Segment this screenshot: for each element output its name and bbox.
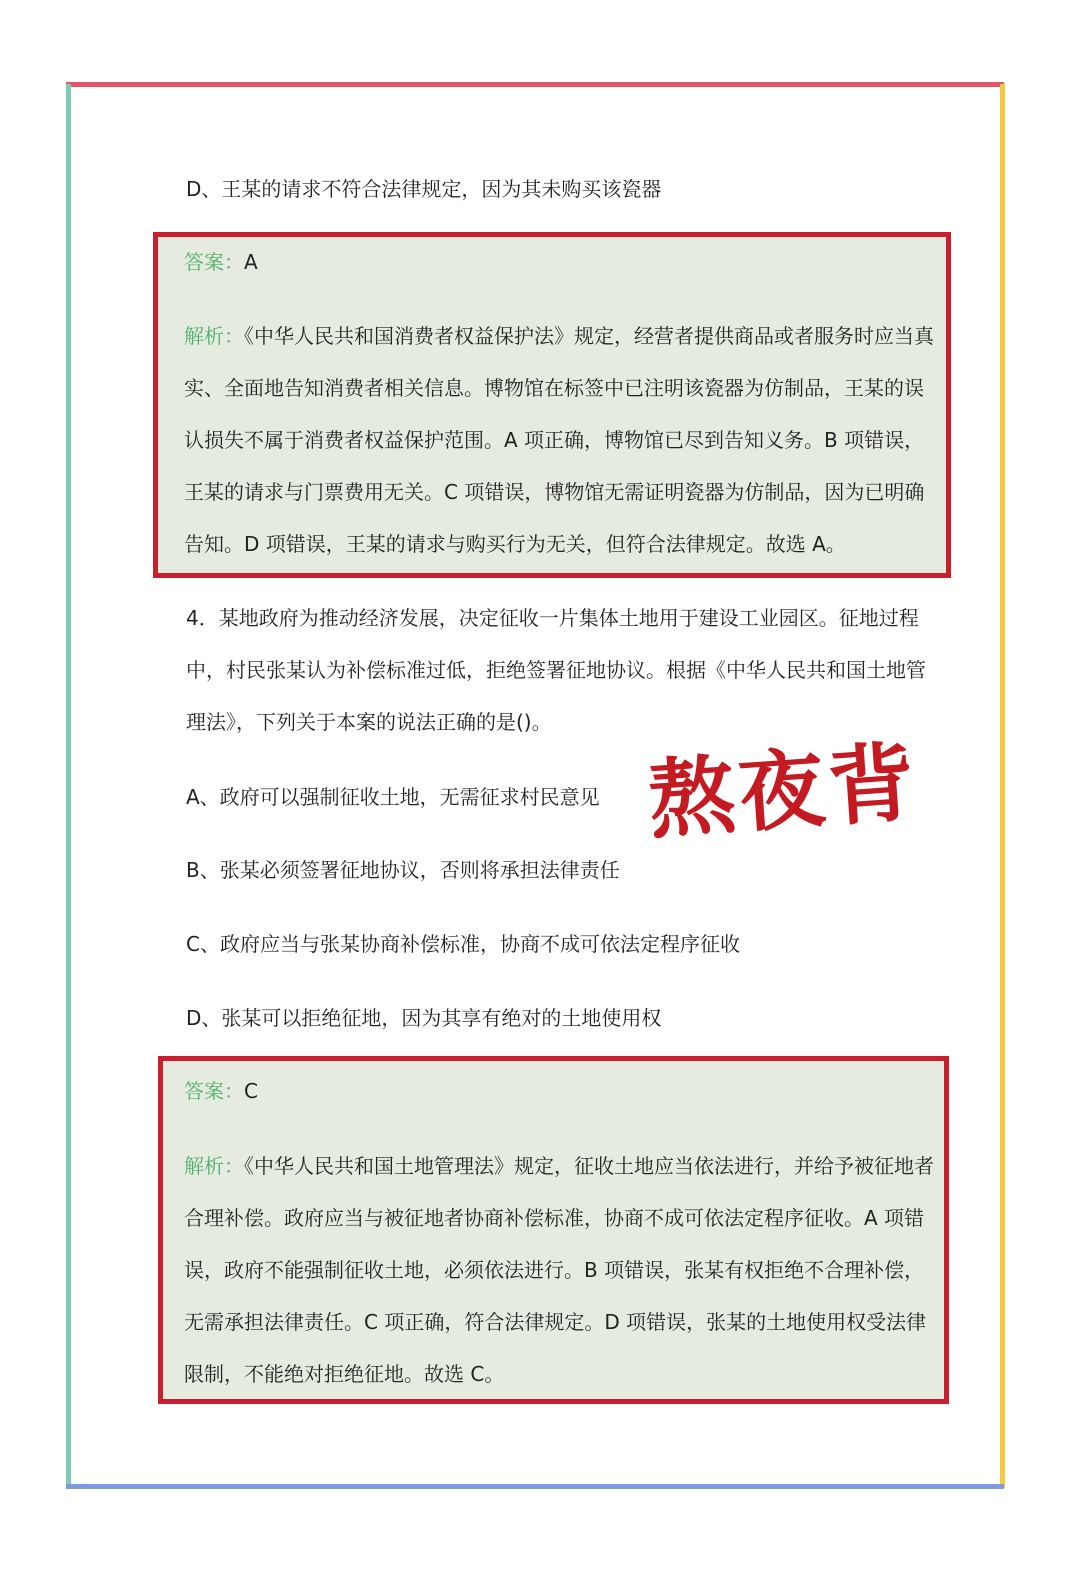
q3-answer-label: 答案： (184, 250, 244, 274)
q4-option-c: C、政府应当与张某协商补偿标准，协商不成可依法定程序征收 (186, 932, 740, 956)
q3-analysis-label: 解析： (184, 324, 244, 348)
q4-analysis-text: 《中华人民共和国土地管理法》规定，征收土地应当依法进行，并给予被征地者合理补偿。政府应当与被征地者协商补偿标准，协商不成可依法定程序征收。A 项错误，政府不能强制征收土地，必须依法进行。B 项错误，张某有权拒绝不合理补偿，无需承担法律责任。C 项正确，符合法律规定。D 项错误，张某的土地使用权受法律限制，不能绝对拒绝征地。故选 C。 (184, 1154, 934, 1386)
frame-left-bar (66, 84, 71, 1488)
q4-option-a: A、政府可以强制征收土地，无需征求村民意见 (186, 785, 600, 809)
q4-answer (184, 1079, 258, 1103)
q3-option-d: D、王某的请求不符合法律规定，因为其未购买该瓷器 (186, 177, 662, 201)
q3-analysis-text: 《中华人民共和国消费者权益保护法》规定，经营者提供商品或者服务时应当真实、全面地告知消费者相关信息。博物馆在标签中已注明该瓷器为仿制品，王某的误认损失不属于消费者权益保护范围。A 项正确，博物馆已尽到告知义务。B 项错误，王某的请求与门票费用无关。C 项错误，博物馆无需证明瓷器为仿制品，因为已明确告知。D 项错误，王某的请求与购买行为无关，但符合法律规定。故选 A。 (184, 324, 934, 556)
q4-answer-value: C (244, 1079, 258, 1103)
q4-option-b: B、张某必须签署征地协议，否则将承担法律责任 (186, 858, 620, 882)
frame-top-bar (66, 82, 1004, 87)
q4-option-d: D、张某可以拒绝征地，因为其享有绝对的土地使用权 (186, 1006, 662, 1030)
q4-analysis (184, 1140, 936, 1400)
q3-answer-value: A (244, 250, 258, 274)
q4-analysis-label: 解析： (184, 1154, 244, 1178)
q3-analysis (184, 310, 936, 570)
stamp-text: 熬夜背 (645, 731, 922, 852)
q4-stem: 4．某地政府为推动经济发展，决定征收一片集体土地用于建设工业园区。征地过程中，村民张某认为补偿标准过低，拒绝签署征地协议。根据《中华人民共和国土地管理法》，下列关于本案的说法正确的是()。 (186, 606, 926, 734)
frame-right-bar (1000, 84, 1005, 1488)
frame-bottom-bar (66, 1484, 1004, 1489)
q3-answer (184, 250, 258, 274)
q4-answer-label: 答案： (184, 1079, 244, 1103)
